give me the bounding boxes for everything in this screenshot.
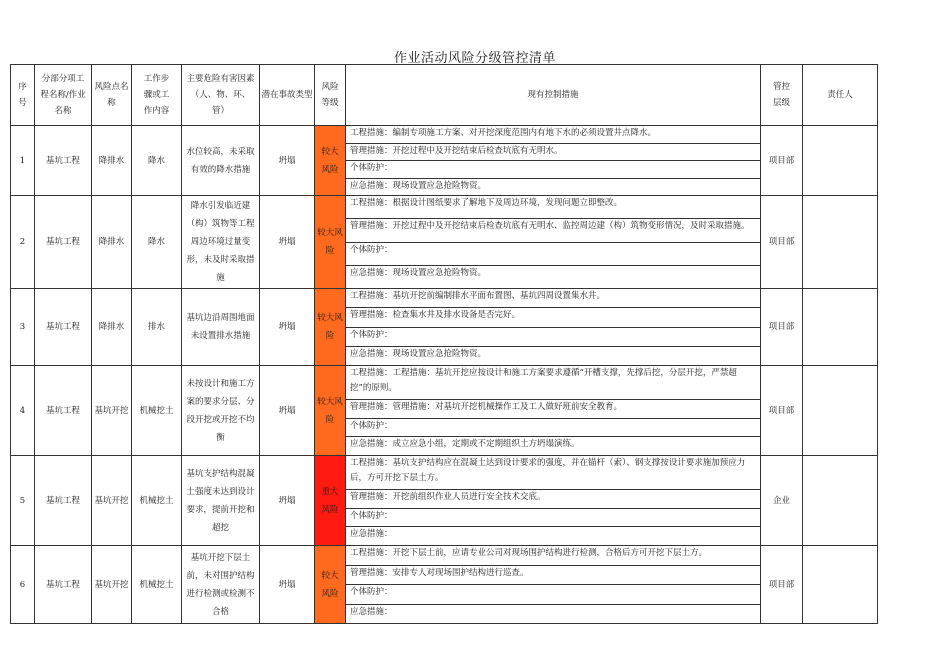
measure-item: 应急措施： [350,529,393,540]
text-line: 段开挖或开挖不均 [186,414,255,425]
text-line: 较大风 [317,396,343,407]
header-measures [346,65,761,126]
text-line: 风险 [321,504,339,515]
text-line: 超挖 [211,522,229,533]
text-line: 较大 [321,570,339,581]
text-line: 管控 [772,82,790,92]
hazard-cell [182,366,260,456]
text-line: 风险 [321,82,339,92]
text-line: 分部分项工 [41,74,85,84]
accident-cell: 坍塌 [260,196,315,289]
risk-level-cell [315,196,346,289]
text-line: 风险 [321,164,339,175]
text-line: 基坑支护结构混凝 [186,468,255,479]
step-cell: 排水 [132,289,182,366]
person-cell [803,546,878,624]
person-cell [803,366,878,456]
header-risk-point [92,65,132,126]
seq-cell: 6 [11,546,35,624]
measure-item: 管理措施：开挖前组织作业人员进行安全技术交底。 [346,490,760,509]
measure-item: 管理措施：检查集水井及排水设备是否完好。 [346,308,760,327]
table-row [11,366,878,456]
page-title: 作业活动风险分级管控清单 [393,51,556,66]
text-line: 风险 [321,588,339,599]
text-line: 未按设计和施工方 [186,378,255,389]
measure-item: 应急措施：成立应急小组，定期或不定期组织土方坍塌演练。 [350,439,580,450]
accident-cell: 坍塌 [260,546,315,624]
text-line: 合格 [211,606,229,617]
text-line: 序 [18,82,27,92]
header-seq [11,65,35,126]
measures-list [346,196,760,288]
text-line: （构）筑物等工程 [186,219,255,229]
measure-item: 个体防护： [346,243,760,266]
text-line: 管） [211,106,229,116]
control-level-cell: 项目部 [761,126,803,196]
measures-list [346,289,760,365]
text-line: 较大风 [317,313,343,323]
header-project [35,65,92,126]
measure-item: 个体防护： [346,161,760,179]
accident-cell: 坍塌 [260,126,315,196]
seq-cell: 1 [11,126,35,196]
measures-cell [346,456,761,546]
text-line: （人、物、环、 [190,90,251,100]
risk-point-cell: 降排水 [92,196,132,289]
hazard-cell [182,196,260,289]
measure-item: 应急措施：现场设置应急抢险物资。 [350,267,487,278]
risk-level-cell [315,289,346,366]
risk-point-cell: 降排水 [92,126,132,196]
text-line: 较大 [321,146,339,157]
risk-point-cell: 基坑开挖 [92,546,132,624]
project-cell: 基坑工程 [35,126,92,196]
seq-cell: 4 [11,366,35,456]
text-line: 责任人 [827,90,853,100]
text-line: 险 [325,331,335,341]
header-person [803,65,878,126]
accident-cell: 坍塌 [260,456,315,546]
text-line: 前，未对围护结构 [186,570,255,581]
measures-cell [346,196,761,289]
person-cell [803,126,878,196]
table-row [11,126,878,196]
text-line: 较大风 [317,228,343,238]
measures-cell [346,546,761,624]
text-line: 进行检测或检测不 [186,588,255,599]
project-cell: 基坑工程 [35,456,92,546]
text-line: 案的要求分层、分 [186,396,255,407]
hazard-cell [182,546,260,624]
measure-item: 应急措施：现场设置应急抢险物资。 [350,180,487,191]
seq-cell: 3 [11,289,35,366]
measure-item: 管理措施：安排专人对现场围护结构进行巡查。 [346,566,760,586]
project-cell: 基坑工程 [35,546,92,624]
table-row [11,289,878,366]
measures-cell [346,289,761,366]
text-line: 险 [325,246,335,256]
text-line: 降水引发临近建 [190,201,251,211]
header-row [11,65,878,126]
measure-item: 管理措施：管理措施：对基坑开挖机械操作工及工人做好班前安全教育。 [346,400,760,419]
measure-item: 应急措施：现场设置应急抢险物资。 [350,348,487,359]
risk-control-table [10,64,878,624]
measure-item: 个体防护： [346,509,760,528]
accident-cell: 坍塌 [260,366,315,456]
measures-list [346,126,760,195]
text-line: 层级 [772,98,790,108]
table-row [11,456,878,546]
text-line: 风险点名 [94,82,129,92]
text-line: 作内容 [143,106,170,116]
text-line: 基坑开挖下层土 [190,552,251,563]
control-level-cell: 企业 [761,456,803,546]
header-accident [260,65,315,126]
text-line: 险 [325,414,335,425]
measure-item: 个体防护： [346,328,760,347]
step-cell: 机械挖土 [132,546,182,624]
text-line: 主要危险有害因素 [186,74,255,84]
person-cell [803,289,878,366]
measure-item: 应急措施： [350,606,393,617]
text-line: 土强度未达到设计 [186,486,255,497]
step-cell: 降水 [132,196,182,289]
control-level-cell: 项目部 [761,289,803,366]
text-line: 施 [216,273,225,283]
seq-cell: 5 [11,456,35,546]
project-cell: 基坑工程 [35,289,92,366]
person-cell [803,196,878,289]
step-cell: 机械挖土 [132,366,182,456]
text-line: 程名称/作业 [40,90,86,100]
text-line: 重大 [321,486,339,497]
accident-cell: 坍塌 [260,289,315,366]
header-step [132,65,182,126]
header-hazard [182,65,260,126]
text-line: 称 [107,98,116,108]
text-line: 工作步 [143,74,170,84]
text-line: 有效的降水措施 [190,164,251,175]
text-line: 周边环境过量变 [190,237,251,247]
project-cell: 基坑工程 [35,366,92,456]
risk-level-cell [315,366,346,456]
text-line: 号 [18,98,27,108]
hazard-cell [182,289,260,366]
text-line: 潜在事故类型 [261,90,313,100]
header-control-level [761,65,803,126]
risk-point-cell: 基坑开挖 [92,456,132,546]
measure-item: 管理措施：开挖过程中及开挖结束后检查坑底有无明水。 [346,144,760,162]
hazard-cell [182,456,260,546]
measures-list [346,366,760,455]
measure-item: 工程措施：编制专项施工方案、对开挖深度范围内有地下水的必须设置井点降水。 [346,126,760,144]
table-row [11,196,878,289]
measures-list [346,456,760,545]
text-line: 水位较高，未采取 [186,146,255,157]
measures-cell [346,366,761,456]
control-level-cell: 项目部 [761,196,803,289]
measures-cell [346,126,761,196]
header-level [315,65,346,126]
text-line: 形，未及时采取措 [186,255,255,265]
step-cell: 降水 [132,126,182,196]
text-line: 名称 [54,106,72,116]
measure-item: 工程措施：开挖下层土前，应请专业公司对现场围护结构进行检测，合格后方可开挖下层土方。 [346,546,760,566]
risk-point-cell: 降排水 [92,289,132,366]
risk-level-cell [315,546,346,624]
risk-point-cell: 基坑开挖 [92,366,132,456]
control-level-cell: 项目部 [761,366,803,456]
measure-item: 个体防护： [346,585,760,605]
text-line: 要求，提前开挖和 [186,504,255,515]
table-row [11,546,878,624]
risk-level-cell [315,126,346,196]
text-line: 现有控制措施 [527,90,579,100]
risk-level-cell [315,456,346,546]
text-line: 骤或工 [143,90,170,100]
measures-list [346,546,760,623]
control-level-cell: 项目部 [761,546,803,624]
text-line: 衡 [216,432,225,443]
text-line: 基坑边沿周围地面 [186,313,255,323]
text-line: 等级 [321,98,339,108]
measure-item: 工程措施：基坑支护结构应在混凝土达到设计要求的强度，并在锚杆（索）、钢支撑按设计要求施加预应力后，方可开挖下层土方。 [346,456,760,490]
project-cell: 基坑工程 [35,196,92,289]
hazard-cell [182,126,260,196]
seq-cell: 2 [11,196,35,289]
measure-item: 工程措施：根据设计图纸要求了解地下及周边环境，发现问题立即整改。 [346,196,760,219]
measure-item: 个体防护： [346,419,760,438]
measure-item: 管理措施：开挖过程中及开挖结束后检查坑底有无明水、监控周边建（构）筑物变形情况，及时采取措施。 [346,219,760,242]
text-line: 未设置排水措施 [190,331,251,341]
person-cell [803,456,878,546]
step-cell: 机械挖土 [132,456,182,546]
measure-item: 工程措施：基坑开挖前编制排水平面布置图、基坑四周设置集水井。 [346,289,760,308]
measure-item: 工程措施：工程措施：基坑开挖应按设计和施工方案要求遵循“开槽支撑，先撑后挖，分层开挖，严禁超挖”的原则。 [346,366,760,400]
